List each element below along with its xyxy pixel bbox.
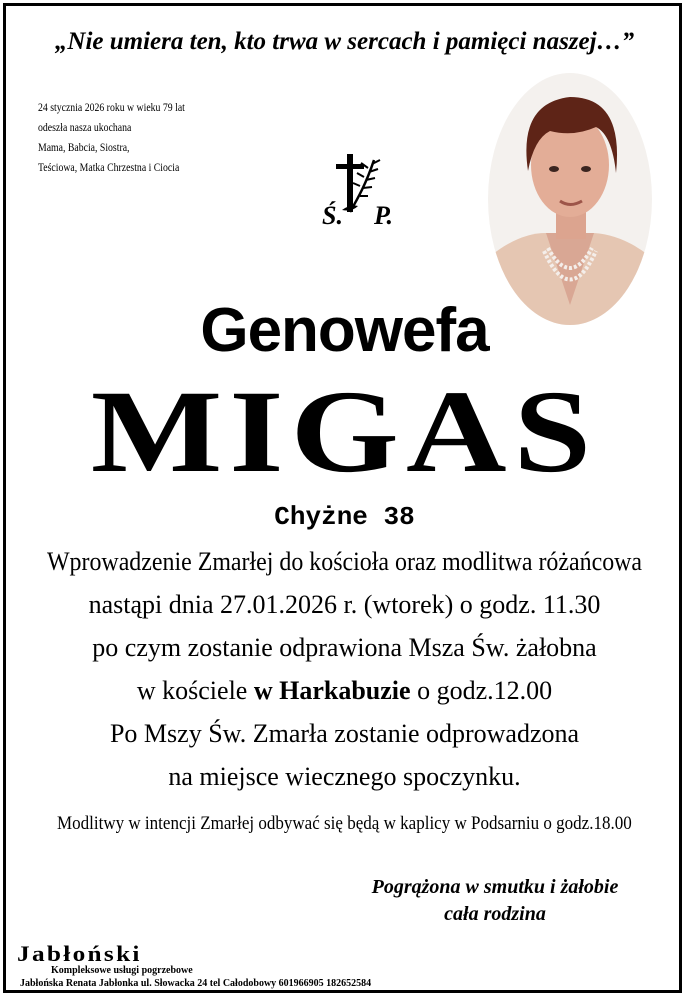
- family-signature: [290, 874, 689, 928]
- first-name: Genowefa: [200, 296, 489, 365]
- ceremony-line: nastąpi dnia 27.01.2026 r. (wtorek) o godz. 11.30: [88, 590, 601, 619]
- ceremony-line: Wprowadzenie Zmarłej do kościoła oraz modlitwa różańcowa: [46, 547, 643, 576]
- family-line: Pogrążona w smutku i żałobie: [371, 876, 619, 898]
- ceremony-text: [0, 540, 689, 798]
- info-line: 24 stycznia 2026 roku w wieku 79 lat: [38, 102, 185, 114]
- company-logo: Jabłoński: [17, 941, 142, 966]
- portrait-photo: [488, 73, 652, 325]
- prayers-info: [0, 814, 689, 835]
- info-line: Teściowa, Matka Chrzestna i Ciocia: [38, 162, 180, 174]
- ceremony-line: [0, 669, 689, 712]
- death-info: [38, 98, 208, 178]
- sp-right-text: P.: [374, 201, 394, 230]
- church-time: o godz.12.00: [410, 676, 553, 705]
- church-prefix: w kościele: [136, 676, 254, 705]
- ceremony-line: Po Mszy Św. Zmarła zostanie odprowadzona: [109, 719, 580, 748]
- company-address: Jabłońska Renata Jabłonka ul. Słowacka 24 tel Całodobowy 601966905 182652584: [20, 978, 372, 989]
- address: Chyżne 38: [274, 502, 415, 532]
- family-line: cała rodzina: [444, 903, 546, 925]
- info-line: odeszła nasza ukochana: [38, 122, 132, 134]
- church-name: w Harkabuzie: [253, 676, 411, 705]
- info-line: Mama, Babcia, Siostra,: [38, 142, 130, 154]
- cross-with-palm-icon: [322, 150, 398, 234]
- company-tagline: Kompleksowe usługi pogrzebowe: [51, 965, 193, 976]
- prayers-text: Modlitwy w intencji Zmarłej odbywać się będą w kaplicy w Podsarniu o godz.18.00: [57, 814, 632, 834]
- ceremony-line: na miejsce wiecznego spoczynku.: [168, 762, 521, 791]
- sp-left-text: Ś.: [322, 201, 343, 230]
- surname: MIGAS: [90, 366, 599, 497]
- ceremony-line: po czym zostanie odprawiona Msza Św. żałobna: [92, 633, 597, 662]
- funeral-company: [17, 943, 371, 991]
- quote: „Nie umiera ten, kto trwa w sercach i pamięci naszej…”: [54, 28, 635, 55]
- portrait-icon: [488, 73, 652, 325]
